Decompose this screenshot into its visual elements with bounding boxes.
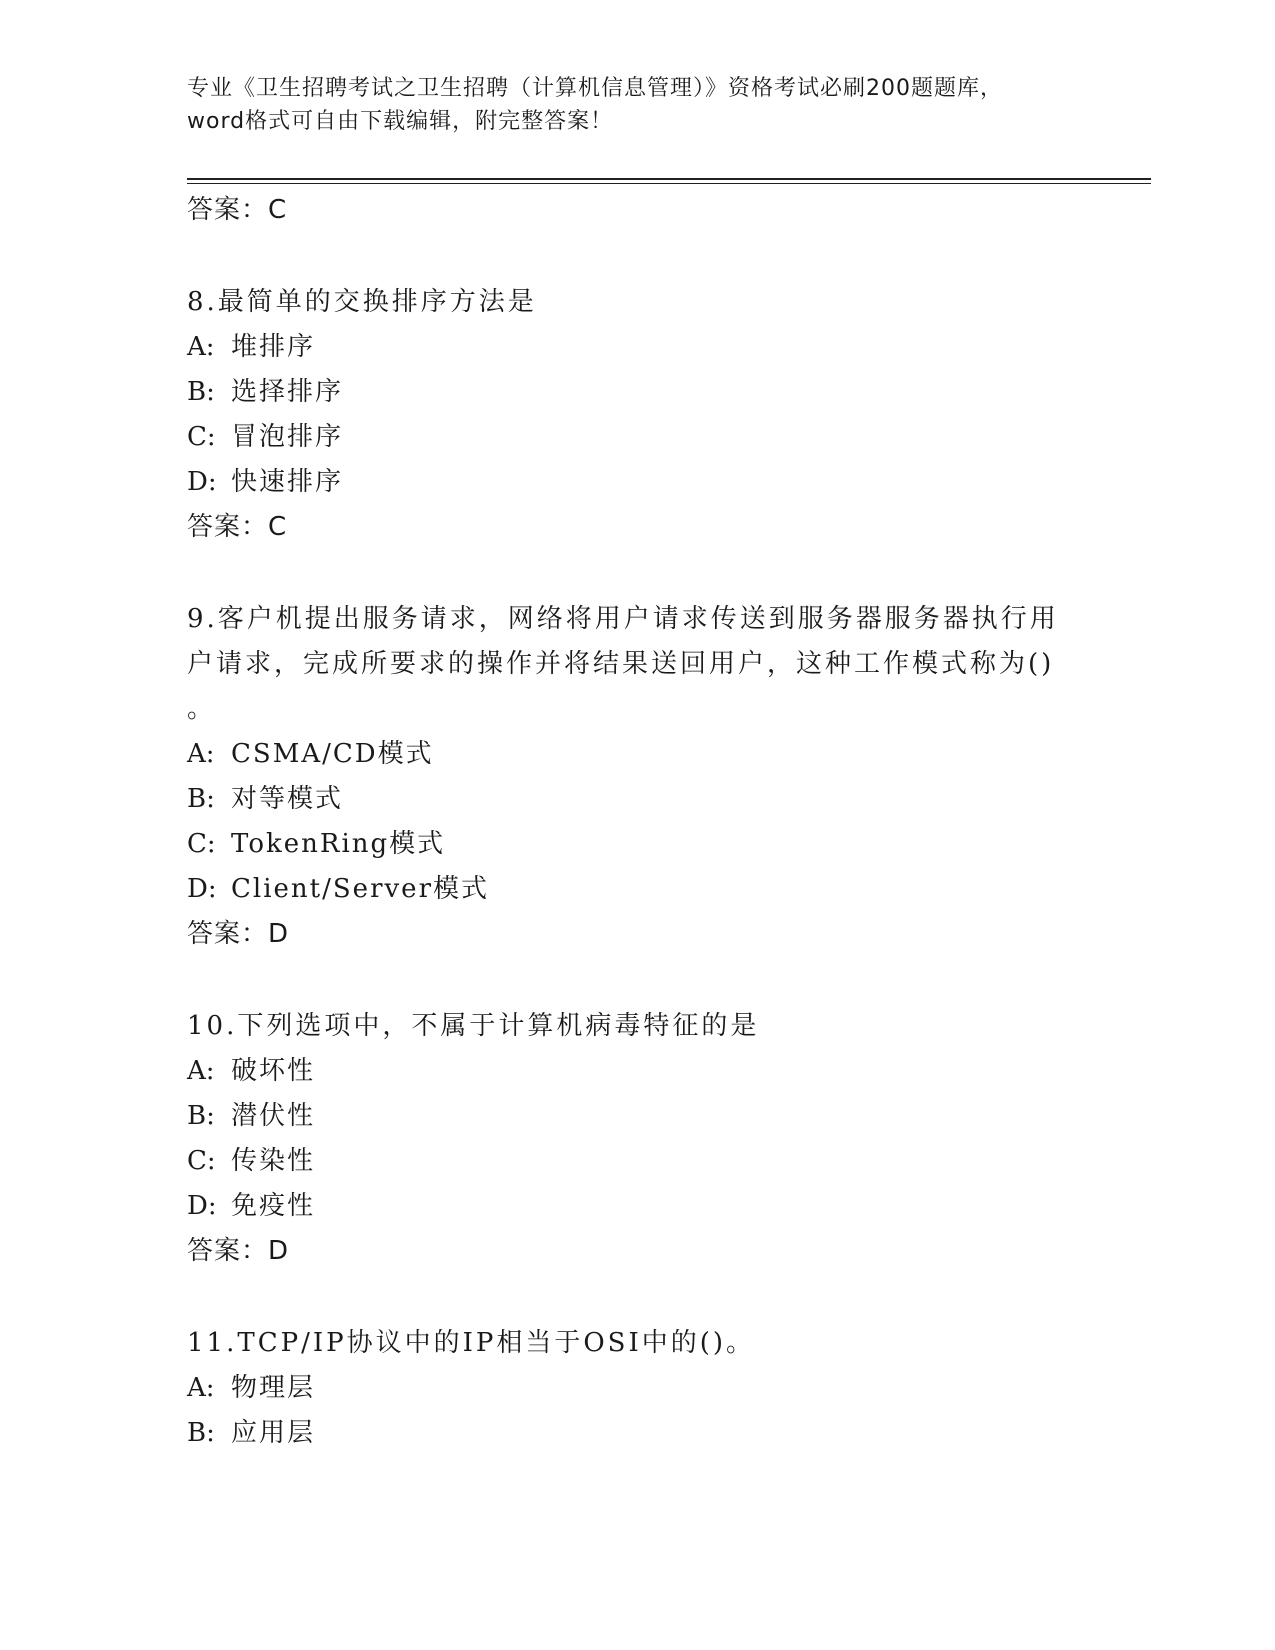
question-10-text: 10.下列选项中，不属于计算机病毒特征的是: [187, 1011, 760, 1041]
option-letter: C:: [187, 829, 216, 859]
document-body: [187, 188, 1087, 1456]
header-divider-thick: [187, 178, 1151, 180]
question-11: [187, 1321, 1087, 1456]
question-8-option-b: [187, 370, 1087, 415]
question-10-option-b: [187, 1094, 1087, 1139]
option-letter: A:: [187, 739, 215, 769]
option-text: 破坏性: [231, 1056, 316, 1086]
option-text: Client/Server模式: [231, 874, 489, 904]
option-letter: D:: [187, 467, 217, 497]
question-8-option-c: [187, 415, 1087, 460]
option-letter: D:: [187, 1191, 217, 1221]
option-letter: A:: [187, 332, 215, 362]
option-text: 应用层: [231, 1418, 316, 1448]
option-letter: C:: [187, 422, 216, 452]
option-letter: B:: [187, 377, 215, 407]
spacer: [187, 1274, 1087, 1321]
option-text: 潜伏性: [231, 1101, 316, 1131]
option-text: 免疫性: [231, 1191, 316, 1221]
option-letter: A:: [187, 1056, 215, 1086]
question-11-text: 11.TCP/IP协议中的IP相当于OSI中的()。: [187, 1328, 756, 1358]
question-9: [187, 597, 1087, 957]
spacer: [187, 233, 1087, 280]
question-9-text-line-2: 户请求，完成所要求的操作并将结果送回用户，这种工作模式称为(): [187, 649, 1055, 679]
question-11-option-b: [187, 1411, 1087, 1456]
option-text: 快速排序: [231, 467, 344, 497]
question-8: [187, 280, 1087, 550]
question-10-option-c: [187, 1139, 1087, 1184]
option-letter: B:: [187, 1101, 215, 1131]
option-text: 冒泡排序: [231, 422, 344, 452]
option-text: 选择排序: [231, 377, 344, 407]
header-line-2: word格式可自由下载编辑，附完整答案！: [187, 109, 614, 134]
question-9-option-a: [187, 732, 1087, 777]
option-letter: D:: [187, 874, 217, 904]
spacer: [187, 550, 1087, 597]
question-10-option-d: [187, 1184, 1087, 1229]
option-text: 对等模式: [231, 784, 344, 814]
document-header: [187, 72, 1087, 138]
question-9-text-line-1: 9.客户机提出服务请求，网络将用户请求传送到服务器服务器执行用: [187, 604, 1059, 634]
option-text: 堆排序: [231, 332, 316, 362]
question-8-answer: 答案：C: [187, 512, 288, 542]
option-text: CSMA/CD模式: [231, 739, 434, 769]
header-line-1: 专业《卫生招聘考试之卫生招聘（计算机信息管理）》资格考试必刷200题题库，: [187, 76, 1003, 101]
question-9-text-line-3: 。: [187, 694, 214, 724]
question-9-option-b: [187, 777, 1087, 822]
header-divider-thin: [187, 183, 1151, 184]
option-letter: B:: [187, 1418, 215, 1448]
question-11-option-a: [187, 1366, 1087, 1411]
spacer: [187, 957, 1087, 1004]
option-letter: A:: [187, 1373, 215, 1403]
question-8-text: 8.最简单的交换排序方法是: [187, 287, 537, 317]
option-text: TokenRing模式: [231, 829, 446, 859]
option-text: 传染性: [231, 1146, 316, 1176]
option-text: 物理层: [231, 1373, 316, 1403]
option-letter: C:: [187, 1146, 216, 1176]
question-9-answer: 答案：D: [187, 919, 290, 949]
question-10-option-a: [187, 1049, 1087, 1094]
question-10-answer: 答案：D: [187, 1236, 290, 1266]
option-letter: B:: [187, 784, 215, 814]
question-9-option-d: [187, 867, 1087, 912]
question-10: [187, 1004, 1087, 1274]
question-9-option-c: [187, 822, 1087, 867]
answer-previous-question: 答案：C: [187, 195, 288, 225]
question-8-option-a: [187, 325, 1087, 370]
question-8-option-d: [187, 460, 1087, 505]
